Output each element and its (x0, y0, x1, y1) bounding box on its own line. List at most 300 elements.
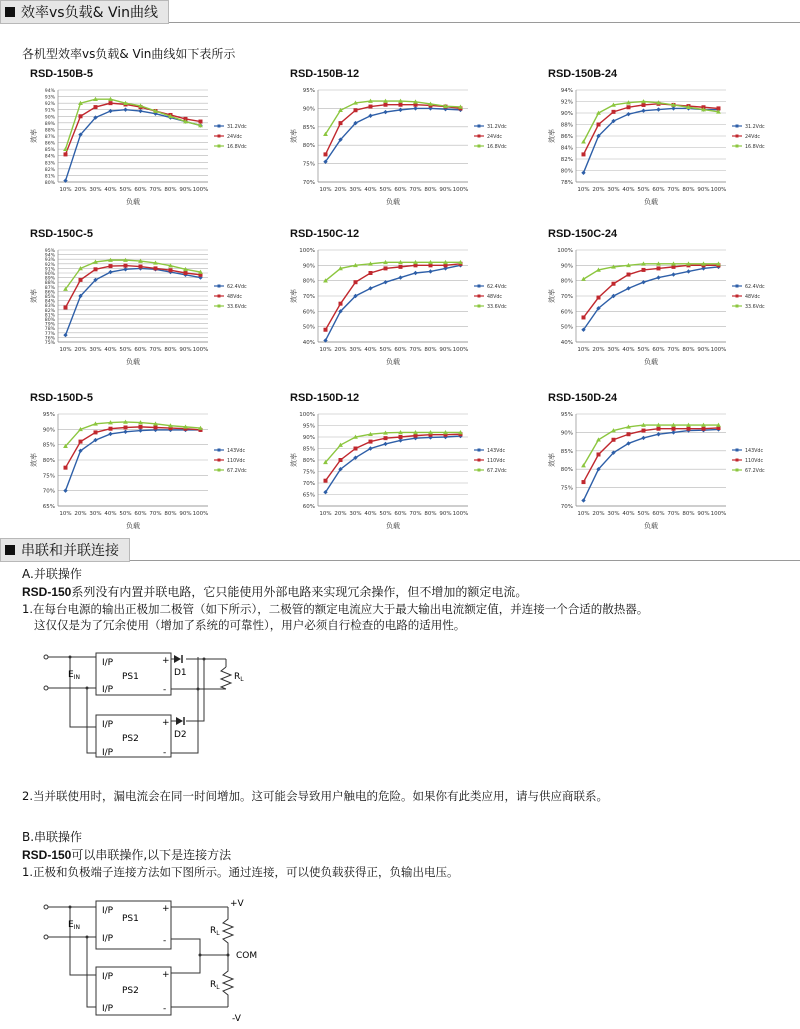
ps1-plus: + (162, 656, 170, 666)
y-tick-label: 90% (44, 115, 55, 121)
data-point (138, 428, 142, 432)
x-tick-label: 100% (192, 511, 209, 517)
data-point (339, 458, 343, 462)
data-point (627, 273, 631, 277)
x-tick-label: 80% (164, 511, 177, 517)
x-tick-label: 100% (452, 187, 469, 193)
x-tick-label: 100% (192, 347, 209, 353)
y-tick-label: 80% (42, 458, 55, 464)
data-point (139, 425, 143, 429)
y-tick-label: 84% (44, 154, 55, 160)
x-tick-label: 60% (134, 187, 147, 193)
ps1-minus: - (163, 685, 167, 695)
parallel-heading: A.并联操作 (22, 567, 82, 581)
x-tick-label: 50% (637, 187, 650, 193)
x-tick-label: 20% (592, 347, 605, 353)
data-point (597, 296, 601, 300)
parallel-desc (22, 583, 527, 600)
x-tick-label: 10% (59, 511, 72, 517)
y-tick-label: 70% (560, 294, 573, 300)
data-point (641, 436, 645, 440)
ps1-minus: - (163, 936, 167, 946)
y-tick-label: 95% (302, 88, 315, 94)
series-line (326, 105, 461, 155)
data-point (399, 265, 403, 269)
ein-label: $E_{IN}$ (68, 670, 80, 681)
x-tick-label: 80% (682, 511, 695, 517)
series-line (584, 429, 719, 500)
y-axis-label: 效率 (290, 129, 298, 143)
series-line (584, 425, 719, 465)
x-tick-label: 60% (394, 511, 407, 517)
data-point (79, 278, 83, 282)
data-point (199, 120, 203, 124)
x-tick-label: 20% (334, 187, 347, 193)
data-point (383, 110, 387, 114)
x-tick-label: 80% (424, 187, 437, 193)
parallel-item2: 2.当并联使用时，漏电流会在同一时间增加。这可能会导致用户触电的危险。如果你有此类应用，请与供应商联系。 (22, 789, 608, 803)
data-point (384, 266, 388, 270)
x-tick-label: 50% (379, 511, 392, 517)
data-point (124, 264, 128, 268)
parallel-item1-line2: 这仅仅是为了冗余使用（增加了系统的可靠性），用户必须自行检查的电路的适用性。 (34, 618, 466, 632)
efficiency-chart (22, 392, 268, 552)
legend-label: 67.2Vdc (487, 469, 507, 474)
ps2-ip-bottom: I/P (102, 748, 114, 758)
data-point (687, 427, 691, 431)
ps2-input-top-wire (70, 907, 96, 975)
section-header-connection (0, 538, 800, 561)
y-tick-label: 80% (302, 143, 315, 150)
x-tick-label: 50% (119, 187, 132, 193)
x-tick-label: 20% (74, 187, 87, 193)
ps2-ip-bottom: I/P (102, 1004, 114, 1014)
x-tick-label: 50% (637, 511, 650, 517)
section-chip (0, 0, 169, 24)
y-axis-label: 效率 (30, 453, 38, 467)
data-point (582, 315, 586, 319)
data-point (414, 434, 418, 438)
load-resistor-bottom-icon (223, 955, 233, 1007)
data-point (399, 435, 403, 439)
y-tick-label: 85% (44, 295, 55, 300)
y-tick-label: 77% (44, 331, 55, 337)
legend-marker (218, 285, 221, 288)
chart-title: RSD-150B-24 (548, 68, 618, 80)
y-tick-label: 91% (44, 267, 55, 273)
data-point (642, 103, 646, 107)
legend-label: 24Vdc (745, 135, 761, 140)
y-tick-label: 86% (44, 290, 55, 296)
y-axis-label: 效率 (548, 289, 556, 303)
x-tick-label: 90% (179, 187, 192, 193)
ps2-input-top-wire (70, 657, 96, 727)
y-tick-label: 90% (560, 111, 573, 117)
data-point (671, 272, 675, 276)
chart-svg (540, 228, 786, 388)
legend-marker (736, 125, 739, 128)
efficiency-chart (540, 392, 786, 552)
legend-label: 24Vdc (487, 135, 503, 140)
legend-marker (478, 285, 481, 288)
y-tick-label: 82% (44, 167, 55, 173)
y-tick-label: 84% (560, 145, 573, 152)
ps1-plus: + (162, 904, 170, 914)
vplus-label: +V (230, 899, 244, 909)
y-tick-label: 40% (302, 340, 315, 346)
efficiency-chart (540, 228, 786, 388)
data-point (94, 430, 98, 434)
x-tick-label: 30% (89, 187, 102, 193)
chart-svg (282, 68, 528, 228)
y-tick-label: 95% (42, 412, 55, 418)
x-tick-label: 60% (652, 347, 665, 353)
y-tick-label: 92% (44, 262, 55, 268)
x-tick-label: 90% (697, 347, 710, 353)
y-tick-label: 90% (560, 430, 573, 437)
y-tick-label: 83% (44, 161, 55, 167)
data-point (324, 152, 328, 156)
y-tick-label: 70% (302, 481, 315, 487)
x-tick-label: 70% (409, 187, 422, 193)
y-tick-label: 86% (560, 134, 573, 140)
legend-marker (736, 285, 739, 288)
data-point (339, 302, 343, 306)
model-name: RSD-150 (22, 848, 72, 862)
square-bullet-icon (5, 7, 15, 17)
legend-marker (736, 469, 739, 472)
efficiency-chart (282, 68, 528, 228)
data-point (641, 109, 645, 113)
data-point (672, 427, 676, 431)
legend-marker (478, 459, 481, 462)
x-tick-label: 50% (637, 347, 650, 353)
y-tick-label: 100% (557, 248, 573, 254)
x-axis-label: 负载 (386, 198, 400, 206)
x-tick-label: 30% (349, 347, 362, 353)
y-tick-label: 94% (44, 89, 55, 94)
legend-label: 31.2Vdc (487, 125, 507, 130)
series-line (326, 265, 461, 340)
legend-label: 110Vdc (745, 459, 764, 464)
x-tick-label: 40% (364, 511, 377, 517)
data-point (581, 498, 585, 502)
y-tick-label: 84% (44, 299, 55, 305)
section-chip (0, 538, 130, 562)
legend-marker (736, 145, 739, 148)
x-tick-label: 20% (74, 511, 87, 517)
ps2-minus: - (163, 748, 167, 758)
chart-title: RSD-150B-5 (30, 68, 93, 80)
x-tick-label: 40% (622, 347, 635, 353)
ps1-ip-bottom: I/P (102, 685, 114, 695)
ein-label: $E_{IN}$ (68, 920, 80, 931)
x-tick-label: 100% (710, 187, 727, 193)
data-point (368, 114, 372, 118)
x-tick-label: 100% (452, 347, 469, 353)
y-tick-label: 100% (299, 412, 315, 418)
y-tick-label: 80% (302, 278, 315, 285)
legend-label: 16.8Vdc (227, 145, 247, 150)
com-label: COM (236, 951, 258, 961)
data-point (94, 105, 98, 109)
legend-marker (218, 135, 221, 138)
y-tick-label: 90% (302, 263, 315, 270)
y-tick-label: 95% (44, 249, 55, 254)
y-tick-label: 80% (560, 278, 573, 285)
y-tick-label: 60% (560, 309, 573, 316)
y-tick-label: 93% (44, 258, 55, 264)
y-tick-label: 88% (44, 281, 55, 287)
legend-label: 24Vdc (227, 135, 243, 140)
chart-title: RSD-150B-12 (290, 68, 360, 80)
y-tick-label: 75% (44, 341, 55, 346)
load-resistor-icon (221, 667, 231, 689)
series-line (584, 108, 719, 172)
x-tick-label: 20% (74, 347, 87, 353)
chart-title: RSD-150D-24 (548, 392, 618, 404)
y-tick-label: 88% (44, 128, 55, 134)
legend-label: 110Vdc (487, 459, 506, 464)
legend-marker (478, 145, 481, 148)
series-line (326, 101, 461, 134)
x-tick-label: 10% (577, 187, 590, 193)
x-tick-label: 80% (164, 187, 177, 193)
chart-title: RSD-150D-12 (290, 392, 360, 404)
y-tick-label: 95% (560, 412, 573, 418)
data-point (597, 452, 601, 456)
x-tick-label: 10% (319, 347, 332, 353)
y-tick-label: 100% (299, 248, 315, 254)
chart-title: RSD-150C-12 (290, 228, 360, 240)
x-tick-label: 70% (409, 347, 422, 353)
y-tick-label: 87% (44, 285, 55, 291)
y-tick-label: 80% (44, 318, 55, 323)
efficiency-chart (540, 68, 786, 228)
data-point (671, 430, 675, 434)
x-tick-label: 70% (667, 511, 680, 517)
x-tick-label: 30% (89, 347, 102, 353)
diode-d1-icon (174, 655, 181, 663)
y-tick-label: 83% (44, 304, 55, 310)
x-tick-label: 60% (652, 187, 665, 193)
legend-marker (478, 449, 481, 452)
com-wire (171, 955, 228, 973)
x-tick-label: 70% (149, 511, 162, 517)
efficiency-chart (282, 392, 528, 552)
data-point (324, 479, 328, 483)
y-tick-label: 88% (560, 122, 573, 129)
data-point (64, 306, 68, 310)
series-line (66, 268, 201, 335)
x-tick-label: 10% (319, 187, 332, 193)
data-point (626, 112, 630, 116)
data-point (399, 103, 403, 107)
data-point (154, 266, 158, 270)
x-axis-label: 负载 (644, 522, 658, 530)
data-point (413, 106, 417, 110)
data-point (428, 269, 432, 273)
x-tick-label: 80% (682, 347, 695, 353)
legend-marker (478, 135, 481, 138)
data-point (354, 280, 358, 284)
series-desc (22, 846, 231, 863)
ps1-ip-bottom: I/P (102, 934, 114, 944)
x-tick-label: 80% (424, 347, 437, 353)
legend-label: 48Vdc (487, 295, 503, 300)
data-point (79, 440, 83, 444)
ps2-label: PS2 (122, 734, 139, 744)
legend-marker (478, 295, 481, 298)
chart-svg (22, 392, 268, 552)
series-line (66, 260, 201, 289)
data-point (369, 440, 373, 444)
chart-title: RSD-150C-24 (548, 228, 618, 240)
section-title: 效率vs负载& Vin曲线 (21, 5, 158, 21)
x-axis-label: 负载 (386, 522, 400, 530)
data-point (597, 123, 601, 127)
x-tick-label: 70% (409, 511, 422, 517)
ps2-label: PS2 (122, 986, 139, 996)
ps1-label: PS1 (122, 672, 139, 682)
legend-label: 67.2Vdc (745, 469, 765, 474)
series-line (584, 264, 719, 279)
legend-marker (218, 449, 221, 452)
y-tick-label: 76% (44, 336, 55, 342)
legend-label: 143Vdc (227, 449, 246, 454)
y-tick-label: 65% (302, 492, 315, 499)
series-line (326, 436, 461, 492)
series-line (66, 422, 201, 446)
data-point (642, 268, 646, 272)
chart-svg (540, 68, 786, 228)
data-point (384, 103, 388, 107)
y-tick-label: 65% (42, 504, 55, 510)
x-tick-label: 80% (424, 511, 437, 517)
x-tick-label: 10% (577, 511, 590, 517)
data-point (369, 105, 373, 109)
y-tick-label: 70% (302, 180, 315, 186)
y-tick-label: 94% (560, 88, 573, 94)
x-tick-label: 60% (652, 511, 665, 517)
y-tick-label: 86% (44, 141, 55, 147)
x-tick-label: 100% (192, 187, 209, 193)
x-tick-label: 20% (592, 511, 605, 517)
y-tick-label: 85% (302, 124, 315, 131)
ps2-minus: - (163, 1004, 167, 1014)
series-line (584, 265, 719, 317)
legend-label: 67.2Vdc (227, 469, 247, 474)
vminus-label: -V (232, 1014, 241, 1024)
legend-label: 31.2Vdc (745, 125, 765, 130)
data-point (354, 447, 358, 451)
legend-label: 143Vdc (487, 449, 506, 454)
legend-marker (736, 295, 739, 298)
legend-marker (736, 305, 739, 308)
data-point (656, 432, 660, 436)
y-tick-label: 89% (44, 276, 55, 282)
data-point (627, 105, 631, 109)
x-tick-label: 70% (667, 187, 680, 193)
x-tick-label: 30% (607, 511, 620, 517)
d2-out-wire (186, 659, 204, 721)
data-point (657, 427, 661, 431)
ps1-ip-top: I/P (102, 658, 114, 668)
data-point (656, 107, 660, 111)
legend-label: 16.8Vdc (745, 145, 765, 150)
data-point (108, 432, 112, 436)
intro-text: 各机型效率vs负载& Vin曲线如下表所示 (22, 47, 236, 61)
d1-label: D1 (174, 668, 187, 678)
legend-marker (736, 459, 739, 462)
data-point (656, 275, 660, 279)
y-axis-label: 效率 (548, 453, 556, 467)
load-resistor-top-icon (223, 907, 233, 955)
legend-label: 33.6Vdc (745, 305, 765, 310)
ps2-plus: + (162, 970, 170, 980)
x-tick-label: 100% (452, 511, 469, 517)
y-axis-label: 效率 (290, 289, 298, 303)
x-tick-label: 60% (394, 187, 407, 193)
y-tick-label: 90% (302, 106, 315, 113)
data-point (398, 275, 402, 279)
y-axis-label: 效率 (30, 289, 38, 303)
rl-top-label: $R_L$ (210, 926, 220, 937)
ps1-minus-wire (171, 939, 200, 955)
data-point (79, 114, 83, 118)
x-tick-label: 10% (577, 347, 590, 353)
legend-label: 143Vdc (745, 449, 764, 454)
data-point (354, 108, 358, 112)
section-header-efficiency (0, 0, 800, 23)
d2-label: D2 (174, 730, 187, 740)
legend-label: 33.6Vdc (227, 305, 247, 310)
x-tick-label: 40% (622, 187, 635, 193)
series-line (326, 108, 461, 161)
data-point (139, 265, 143, 269)
chart-svg (540, 392, 786, 552)
x-tick-label: 80% (682, 187, 695, 193)
legend-label: 48Vdc (227, 295, 243, 300)
y-tick-label: 75% (302, 469, 315, 476)
x-tick-label: 20% (334, 511, 347, 517)
data-point (642, 429, 646, 433)
data-point (627, 432, 631, 436)
data-point (169, 268, 173, 272)
series-desc-text: 可以串联操作,以下是连接方法 (71, 848, 232, 862)
data-point (581, 171, 585, 175)
data-point (64, 466, 68, 470)
x-tick-label: 40% (364, 187, 377, 193)
x-tick-label: 20% (334, 347, 347, 353)
x-tick-label: 30% (607, 347, 620, 353)
series-line (326, 264, 461, 330)
y-tick-label: 93% (44, 95, 55, 101)
data-point (184, 271, 188, 275)
legend-label: 31.2Vdc (227, 125, 247, 130)
y-tick-label: 81% (44, 313, 55, 319)
data-point (324, 328, 328, 332)
x-tick-label: 90% (439, 187, 452, 193)
x-tick-label: 80% (164, 347, 177, 353)
x-tick-label: 10% (319, 511, 332, 517)
y-tick-label: 82% (560, 157, 573, 163)
x-tick-label: 70% (149, 187, 162, 193)
data-point (612, 438, 616, 442)
x-tick-label: 100% (710, 347, 727, 353)
y-tick-label: 85% (42, 442, 55, 449)
efficiency-chart (22, 68, 268, 228)
